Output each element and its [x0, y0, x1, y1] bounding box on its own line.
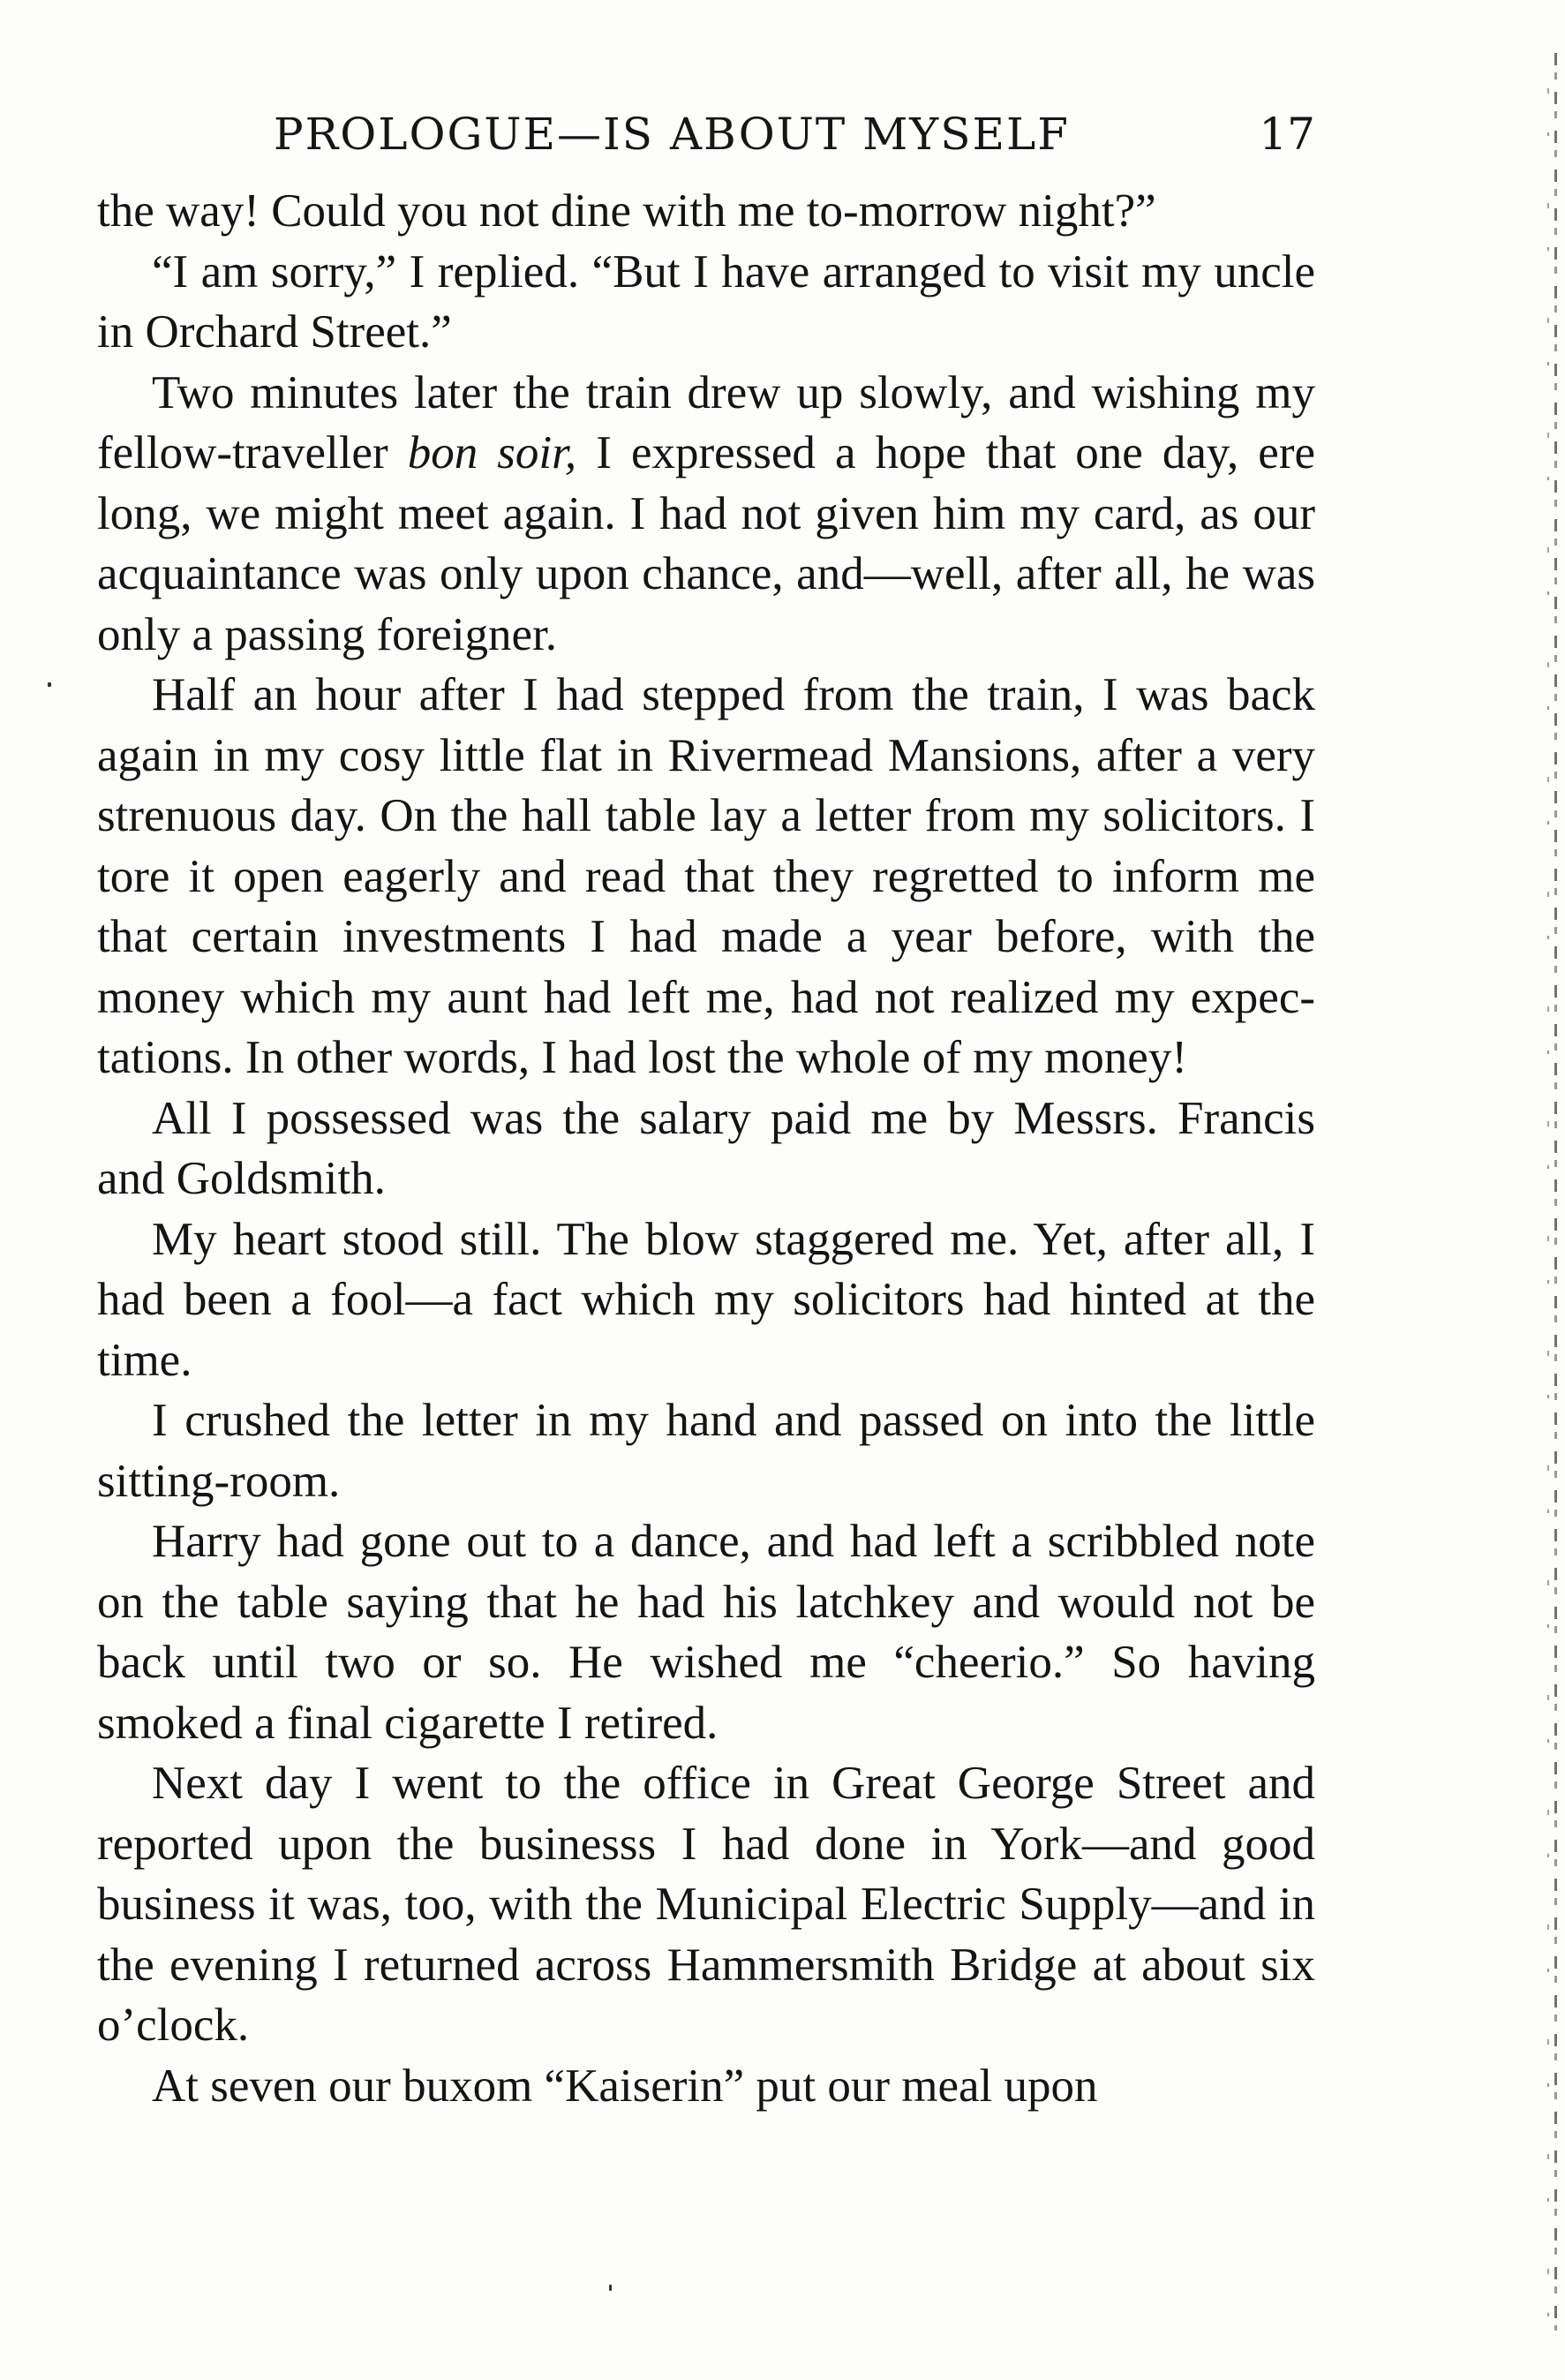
- page-number: 17: [1259, 109, 1315, 160]
- running-head: PROLOGUE—IS ABOUT MYSELF: [274, 109, 1070, 160]
- paragraph-3-before: Two minutes later the train drew up slowly, and wishing my fellow-traveller: [97, 366, 1315, 478]
- body-text: [97, 181, 1315, 2116]
- paragraph-9: Next day I went to the office in Great George Street and reported upon the businesss I had done in York—and good business it was, too, with the Municipal Electric Supply—and in the evening I returned across Hammersmith Bridge at about six o’clock.: [97, 1758, 1315, 2051]
- scanned-page-edge: [1544, 53, 1565, 2331]
- paragraph-3: [97, 363, 1315, 666]
- page-header: [97, 99, 1315, 169]
- paragraph-5: All I possessed was the salary paid me by Messrs. Francis and Goldsmith.: [97, 1092, 1315, 1204]
- paragraph-2: “I am sorry,” I replied. “But I have arranged to visit my uncle in Orchard Street.”: [97, 245, 1315, 358]
- edge-rule-secondary: [1547, 53, 1549, 2331]
- italic-phrase: bon soir,: [407, 427, 577, 478]
- scan-speck: [48, 682, 51, 687]
- edge-rule: [1554, 53, 1557, 2331]
- paragraph-10: At seven our buxom “Kaiserin” put our meal upon: [152, 2060, 1098, 2112]
- paragraph-1: the way! Could you not dine with me to-morrow night?”: [97, 185, 1156, 237]
- scan-speck: [609, 2285, 612, 2291]
- paragraph-4: Half an hour after I had stepped from the train, I was back again in my cosy little flat in Rivermead Mansions, after a very strenuous day. On the hall table lay a letter from my solicitors. I tore it open eagerly and read that they regretted to inform me that certain investments I had made a year before, with the money which my aunt had left me, had not realized my expectations. In other words, I had lost the whole of my money!: [97, 669, 1315, 1083]
- paragraph-8: Harry had gone out to a dance, and had left a scribbled note on the table saying that he had his latchkey and would not be back until two or so. He wished me “cheerio.” So having smoked a final cigarette I retired.: [97, 1516, 1315, 1749]
- paragraph-6: My heart stood still. The blow staggered me. Yet, after all, I had been a fool—a fact which my solicitors had hinted at the time.: [97, 1213, 1315, 1386]
- paragraph-7: I crushed the letter in my hand and passed on into the little sitting-room.: [97, 1395, 1315, 1507]
- paragraph-3-after: I expressed a hope that one day, ere long, we might meet again. I had not given him my card, as our acquaintance was only upon chance, and—well, after all, he was only a passing foreigner.: [97, 427, 1315, 660]
